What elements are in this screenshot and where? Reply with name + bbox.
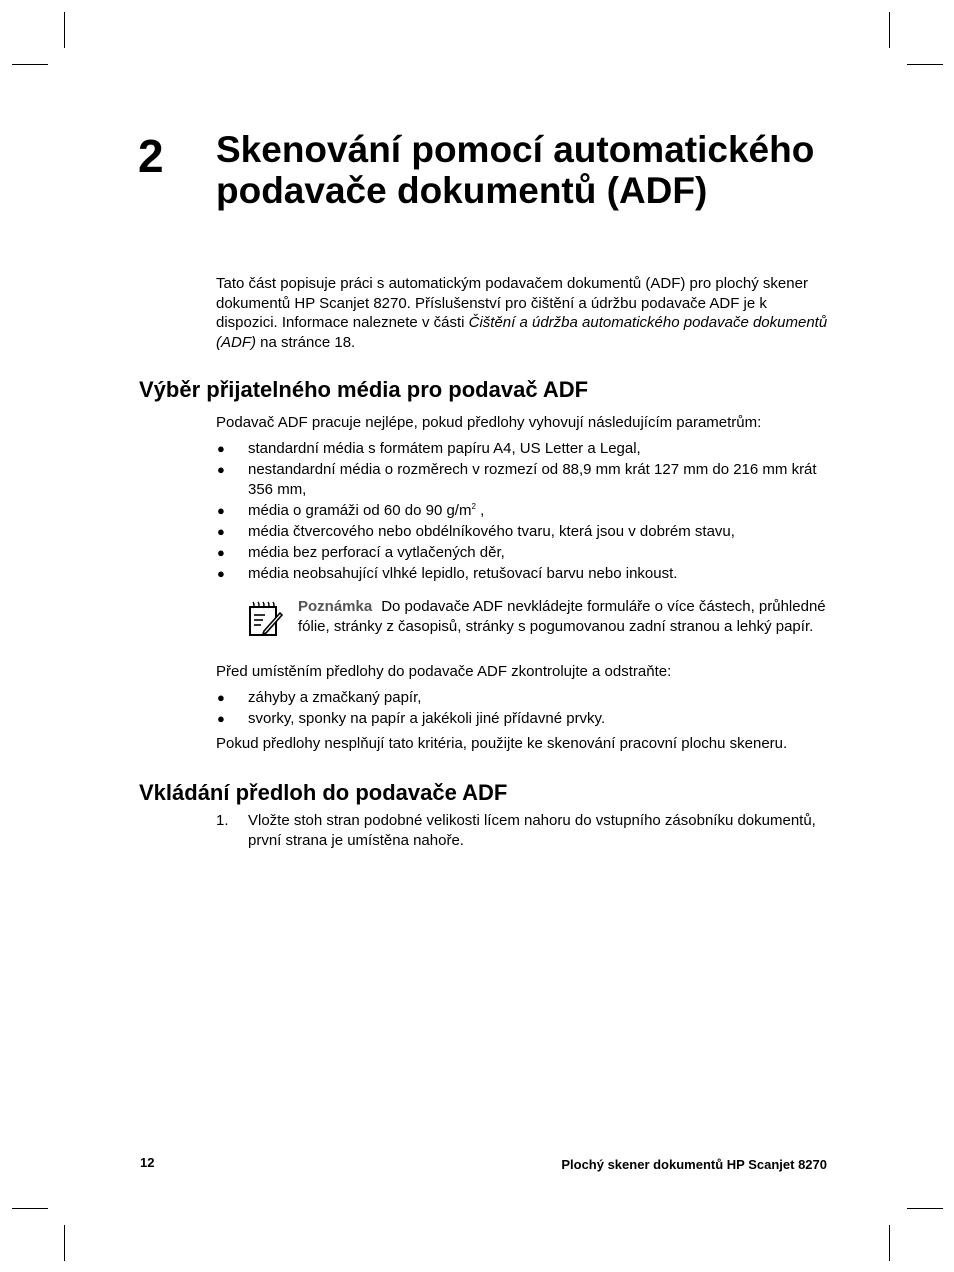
intro-text: Tato část popisuje práci s automatickým podavačem dokumentů (ADF) pro plochý skener dokumentů HP Scanjet 8270. Příslušenství pro čištění a údržbu podavače ADF je k dispozici. Informace naleznete v části: [216, 275, 808, 331]
check-list: [216, 688, 830, 730]
cross-reference-link[interactable]: Čištění a údržba automatického podavače dokumentů (ADF): [216, 314, 828, 351]
list-item: ● svorky, sponky na papír a jakékoli jiné přídavné prvky.: [217, 710, 606, 727]
bullet-icon: ●: [217, 566, 225, 581]
bullet-icon: ●: [217, 711, 225, 726]
list-item: ● média čtvercového nebo obdélníkového tvaru, která jsou v dobrém stavu,: [217, 523, 735, 540]
footer-product-title: Plochý skener dokumentů HP Scanjet 8270: [561, 1157, 827, 1172]
step-number: 1.: [216, 812, 229, 829]
list-item: ● média o gramáži od 60 do 90 $g/m^2$ ,: [217, 502, 485, 519]
bullet-icon: ●: [217, 545, 225, 560]
bullet-icon: ●: [217, 524, 225, 539]
note-pad-icon: [247, 601, 283, 637]
crop-mark-bottom-right: [907, 1208, 943, 1209]
list-item: 1. Vložte stoh stran podobné velikosti lícem nahoru do vstupního zásobníku dokumentů, první strana je umístěna nahoře.: [216, 812, 816, 849]
chapter-title: Skenování pomocí automatického podavače dokumentů (ADF): [216, 129, 815, 211]
crop-mark-top-right: [907, 64, 943, 65]
note-label: Poznámka: [298, 598, 373, 615]
media-requirements-list: [216, 439, 830, 585]
section-heading-loading: Vkládání předloh do podavače ADF: [139, 780, 508, 805]
section-heading-media: Výběr přijatelného média pro podavač ADF: [139, 377, 589, 402]
bullet-icon: ●: [217, 690, 225, 705]
page-number: 12: [140, 1155, 155, 1170]
crop-mark-top-left: [12, 64, 48, 65]
fallback-paragraph: Pokud předlohy nesplňují tato kritéria, použijte ke skenování pracovní plochu skeneru.: [216, 735, 788, 752]
crop-mark-bottom-right: [889, 1225, 890, 1261]
list-item: ● nestandardní média o rozměrech v rozmezí od 88,9 mm krát 127 mm do 216 mm krát 356 mm,: [217, 461, 817, 498]
loading-steps-list: [216, 811, 830, 850]
chapter-number: 2: [138, 130, 164, 182]
check-lead: Před umístěním předlohy do podavače ADF zkontrolujte a odstraňte:: [216, 663, 672, 680]
media-lead: Podavač ADF pracuje nejlépe, pokud předlohy vyhovují následujícím parametrům:: [216, 414, 762, 431]
crop-mark-bottom-left: [12, 1208, 48, 1209]
list-item: ● záhyby a zmačkaný papír,: [217, 689, 422, 706]
bullet-icon: ●: [217, 503, 225, 518]
bullet-icon: ●: [217, 441, 225, 456]
list-item: ● standardní média s formátem papíru A4, US Letter a Legal,: [217, 440, 641, 457]
superscript: 2: [471, 502, 476, 511]
bullet-icon: ●: [217, 462, 225, 477]
crop-mark-bottom-left: [64, 1225, 65, 1261]
list-item: ● média neobsahující vlhké lepidlo, retušovací barvu nebo inkoust.: [217, 565, 678, 582]
note: [298, 597, 828, 636]
crop-mark-top-left: [64, 12, 65, 48]
intro-paragraph: [216, 274, 830, 352]
list-item: ● média bez perforací a vytlačených děr,: [217, 544, 505, 561]
intro-text-end: na stránce 18.: [256, 333, 356, 351]
crop-mark-top-right: [889, 12, 890, 48]
note-text: Do podavače ADF nevkládejte formuláře o více částech, průhledné fólie, stránky z časopisů, stránky s pogumovanou zadní stranou a lehký papír.: [298, 598, 826, 635]
